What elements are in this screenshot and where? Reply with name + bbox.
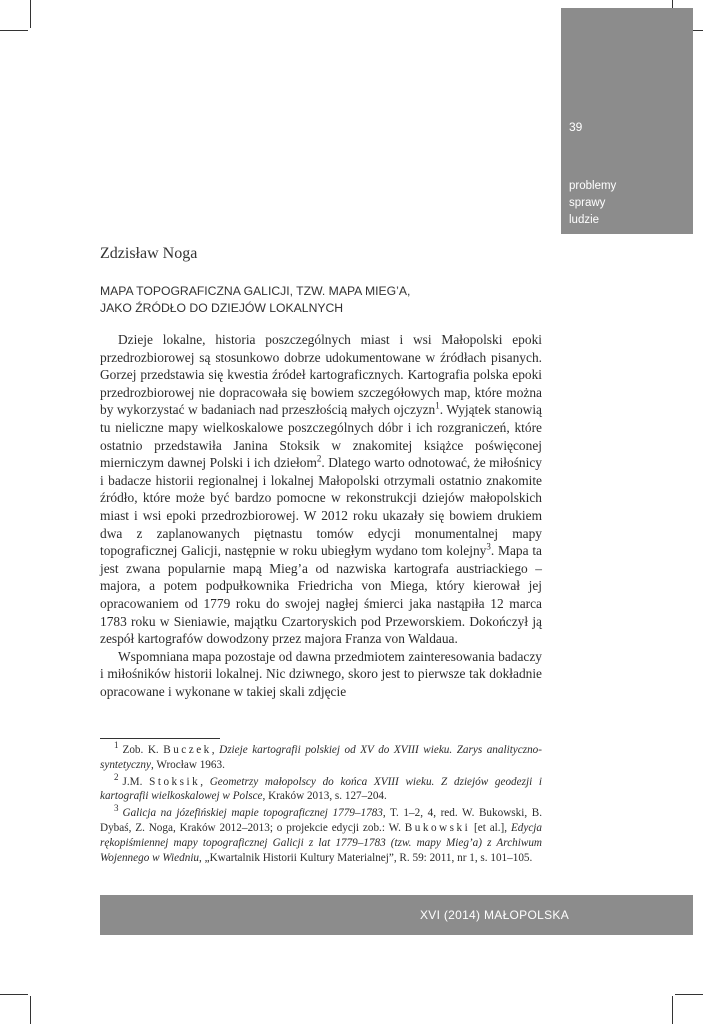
title-line: MAPA TOPOGRAFICZNA GALICJI, TZW. MAPA MIEG’A, [100, 284, 411, 298]
page-number: 39 [569, 120, 583, 134]
crop-mark [0, 994, 28, 995]
footnote: $^2$ J.M. Stoksik, Geometrzy małopolscy do końca XVIII wieku. Z dziejów geodezji i kartografii wielkoskalowej w Polsce, Kraków 2013, s. 127–204. [100, 771, 543, 803]
footnote: $^3$ Galicja na józefińskiej mapie topograficznej 1779–1783, T. 1–2, 4, red. W. Bukowski, B. Dybaś, Z. Noga, Kraków 2012–2013; o projekcie edycji zob.: W. Bukowski [et al.], Edycja rękopiśmiennej mapy topograficznej Galicji z lat 1779–1783 (tzw. mapy Mieg’a) z Archiwum Wojennego w Wiedniu, „Kwartalnik Historii Kultury Materialnej”, R. 59: 2011, nr 1, s. 101–105. [100, 803, 542, 864]
footnote-number: 1 [114, 740, 119, 751]
section-tab [561, 8, 693, 234]
section-tags [569, 178, 616, 229]
crop-mark [672, 996, 673, 1024]
footnote: $^1$ Zob. K. Buczek, Dzieje kartografii polskiej od XV do XVIII wieku. Zarys analityczno-syntetyczny, Wrocław 1963. [100, 740, 543, 771]
crop-mark [0, 30, 28, 31]
crop-mark [675, 994, 703, 995]
article-title [100, 283, 540, 317]
section-tag: sprawy [569, 197, 606, 209]
footnote-ref[interactable]: 1 [435, 400, 440, 411]
footnote-number: 2 [114, 771, 119, 782]
footer-bar [100, 895, 693, 935]
article-author: Zdzisław Noga [100, 245, 198, 262]
footnote-ref[interactable]: 2 [316, 453, 322, 464]
title-line: JAKO ŹRÓDŁO DO DZIEJÓW LOKALNYCH [100, 301, 344, 315]
article-body [100, 331, 542, 700]
journal-issue-label: XVI (2014) MAŁOPOLSKA [419, 908, 569, 922]
footnote-ref[interactable]: 3 [486, 541, 491, 552]
footnote-divider [100, 738, 220, 739]
body-paragraph: Wspomniana mapa pozostaje od dawna przedmiotem zainteresowania badaczy i miłośników historii lokalnej. Nic dziwnego, skoro jest to pierwsze tak dokładnie opracowane i wykonane w takiej skali zdjęcie [100, 648, 542, 699]
section-tag: ludzie [569, 214, 600, 226]
crop-mark [30, 996, 31, 1024]
section-tag: problemy [569, 180, 617, 192]
footnotes [100, 740, 543, 867]
footnote-number: 3 [114, 803, 119, 814]
crop-mark [30, 0, 31, 28]
body-paragraph: Dzieje lokalne, historia poszczególnych miast i wsi Małopolski epoki przedrozbiorowej są stosunkowo dobrze udokumentowane w źródłach pisanych. Gorzej przedstawia się kwestia źródeł kartograficznych. Kartografia polska epoki przedrozbiorowej nie dopracowała się bowiem szczegółowych map, które można by wykorzystać w badaniach nad przeszłością małych ojczyzn$^1$. Wyjątek stanowią tu nieliczne mapy wielkoskalowe poszczególnych dóbr i ich rozgraniczeń, które ostatnio przedstawiła Janina Stoksik w znakomitej książce poświęconej mierniczym dawnej Polski i ich dziełom$^2$. Dlatego warto odnotować, że miłośnicy i badacze historii regionalnej i lokalnej Małopolski otrzymali ostatnio znakomite źródło, które może być bardzo pomocne w rekonstrukcji dziejów małopolskich miast i wsi epoki przedrozbiorowej. W 2012 roku ukazały się bowiem drukiem dwa z zaplanowanych piętnastu tomów edycji monumentalnej mapy topograficznej Galicji, następnie w roku ubiegłym wydano tom kolejny$^3$. Mapa ta jest zwana popularnie mapą Mieg’a od nazwiska kartografa austriackiego – majora, a potem podpułkownika Friedricha von Miega, który kierował jej opracowaniem od 1779 roku do swojej nagłej śmierci jaka nastąpiła 12 marca 1783 roku w Sieniawie, majątku Czartoryskich pod Przeworskiem. Dokończył ją zespół kartografów dowodzony przez majora Franza von Waldaua. [100, 332, 543, 647]
